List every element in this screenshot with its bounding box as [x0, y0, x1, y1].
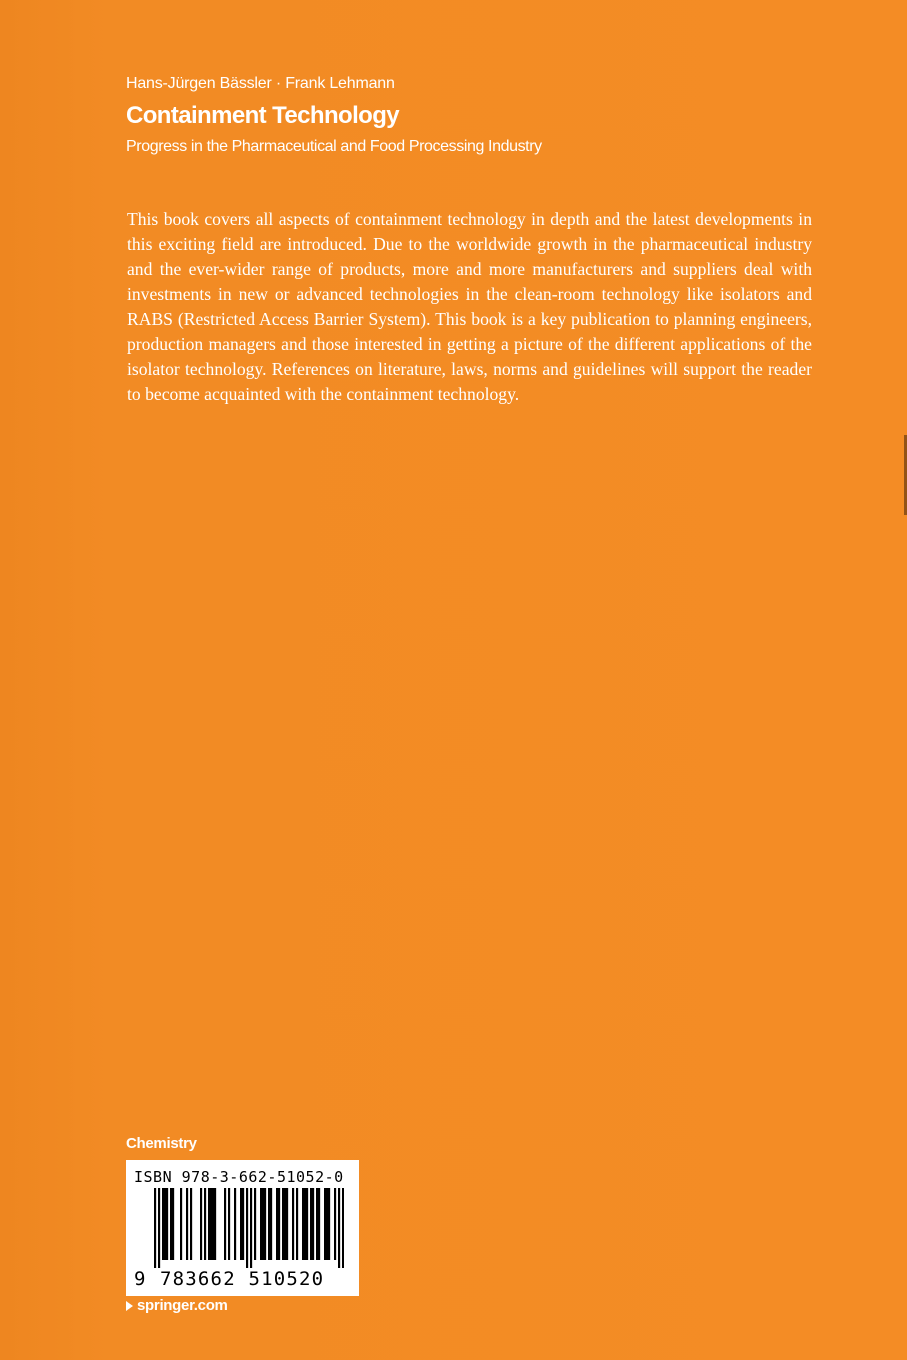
barcode-bar	[200, 1188, 202, 1260]
barcode-bar	[180, 1188, 182, 1260]
barcode-bar	[334, 1188, 336, 1260]
barcode-bar	[278, 1188, 280, 1260]
authors-line: Hans-Jürgen Bässler · Frank Lehmann	[126, 75, 395, 92]
barcode-bar	[158, 1188, 160, 1268]
barcode-bar	[240, 1188, 242, 1260]
barcode-bar	[234, 1188, 236, 1260]
isbn-barcode	[126, 1160, 359, 1296]
book-title: Containment Technology	[126, 102, 400, 129]
arrow-right-icon	[126, 1301, 133, 1311]
barcode-bar	[310, 1188, 312, 1260]
barcode-bar	[208, 1188, 210, 1260]
barcode-bar	[306, 1188, 308, 1260]
barcode-bar	[282, 1188, 284, 1260]
barcode-bar	[264, 1188, 266, 1260]
barcode-bar	[260, 1188, 262, 1260]
barcode-bar	[268, 1188, 270, 1260]
barcode-bar	[312, 1188, 314, 1260]
barcode-bar	[286, 1188, 288, 1260]
barcode-bar	[190, 1188, 192, 1260]
barcode-bar	[324, 1188, 326, 1260]
barcode-bar	[254, 1188, 256, 1260]
ean-remaining-digits: 783662 510520	[160, 1268, 325, 1290]
barcode-bar	[166, 1188, 168, 1260]
barcode-bar	[292, 1188, 294, 1260]
barcode-bar	[284, 1188, 286, 1260]
barcode-bar	[270, 1188, 272, 1260]
barcode-bar	[302, 1188, 304, 1260]
barcode-bar	[328, 1188, 330, 1260]
barcode-bar	[172, 1188, 174, 1260]
book-subtitle: Progress in the Pharmaceutical and Food Processing Industry	[126, 138, 542, 155]
barcode-bar	[228, 1188, 230, 1260]
barcode-bar	[154, 1188, 156, 1268]
barcode-bar	[304, 1188, 306, 1260]
barcode-bar	[242, 1188, 244, 1260]
barcode-bars	[154, 1188, 344, 1268]
barcode-bar	[262, 1188, 264, 1260]
publisher-url: springer.com	[137, 1297, 228, 1314]
barcode-bar	[318, 1188, 320, 1260]
barcode-bar	[316, 1188, 318, 1260]
isbn-label: ISBN 978-3-662-51052-0	[134, 1168, 344, 1186]
barcode-bar	[162, 1188, 164, 1260]
barcode-bar	[212, 1188, 214, 1260]
barcode-bar	[296, 1188, 298, 1260]
barcode-bar	[246, 1188, 248, 1268]
barcode-bar	[170, 1188, 172, 1260]
category-label: Chemistry	[126, 1135, 197, 1152]
ean-first-digit: 9	[134, 1268, 146, 1290]
barcode-bar	[342, 1188, 344, 1268]
publisher-website-link[interactable]	[126, 1297, 228, 1314]
barcode-bar	[164, 1188, 166, 1260]
barcode-bar	[210, 1188, 212, 1260]
barcode-bar	[338, 1188, 340, 1268]
barcode-bar	[204, 1188, 206, 1260]
book-description: This book covers all aspects of containment technology in depth and the latest developments in this exciting field are introduced. Due to the worldwide growth in the pharmaceutical industry and the ever-wider range of products, more and more manufacturers and suppliers deal with investments in new or advanced technologies in the clean-room technology like isolators and RABS (Restricted Access Barrier System). This book is a key publication to planning engineers, production managers and those interested in getting a picture of the different applications of the isolator technology. References on literature, laws, norms and guidelines will support the reader to become acquainted with the containment technology.	[127, 209, 812, 404]
barcode-bar	[224, 1188, 226, 1260]
barcode-bar	[250, 1188, 252, 1268]
barcode-bar	[326, 1188, 328, 1260]
barcode-bar	[214, 1188, 216, 1260]
barcode-bar	[276, 1188, 278, 1260]
barcode-bar	[186, 1188, 188, 1260]
